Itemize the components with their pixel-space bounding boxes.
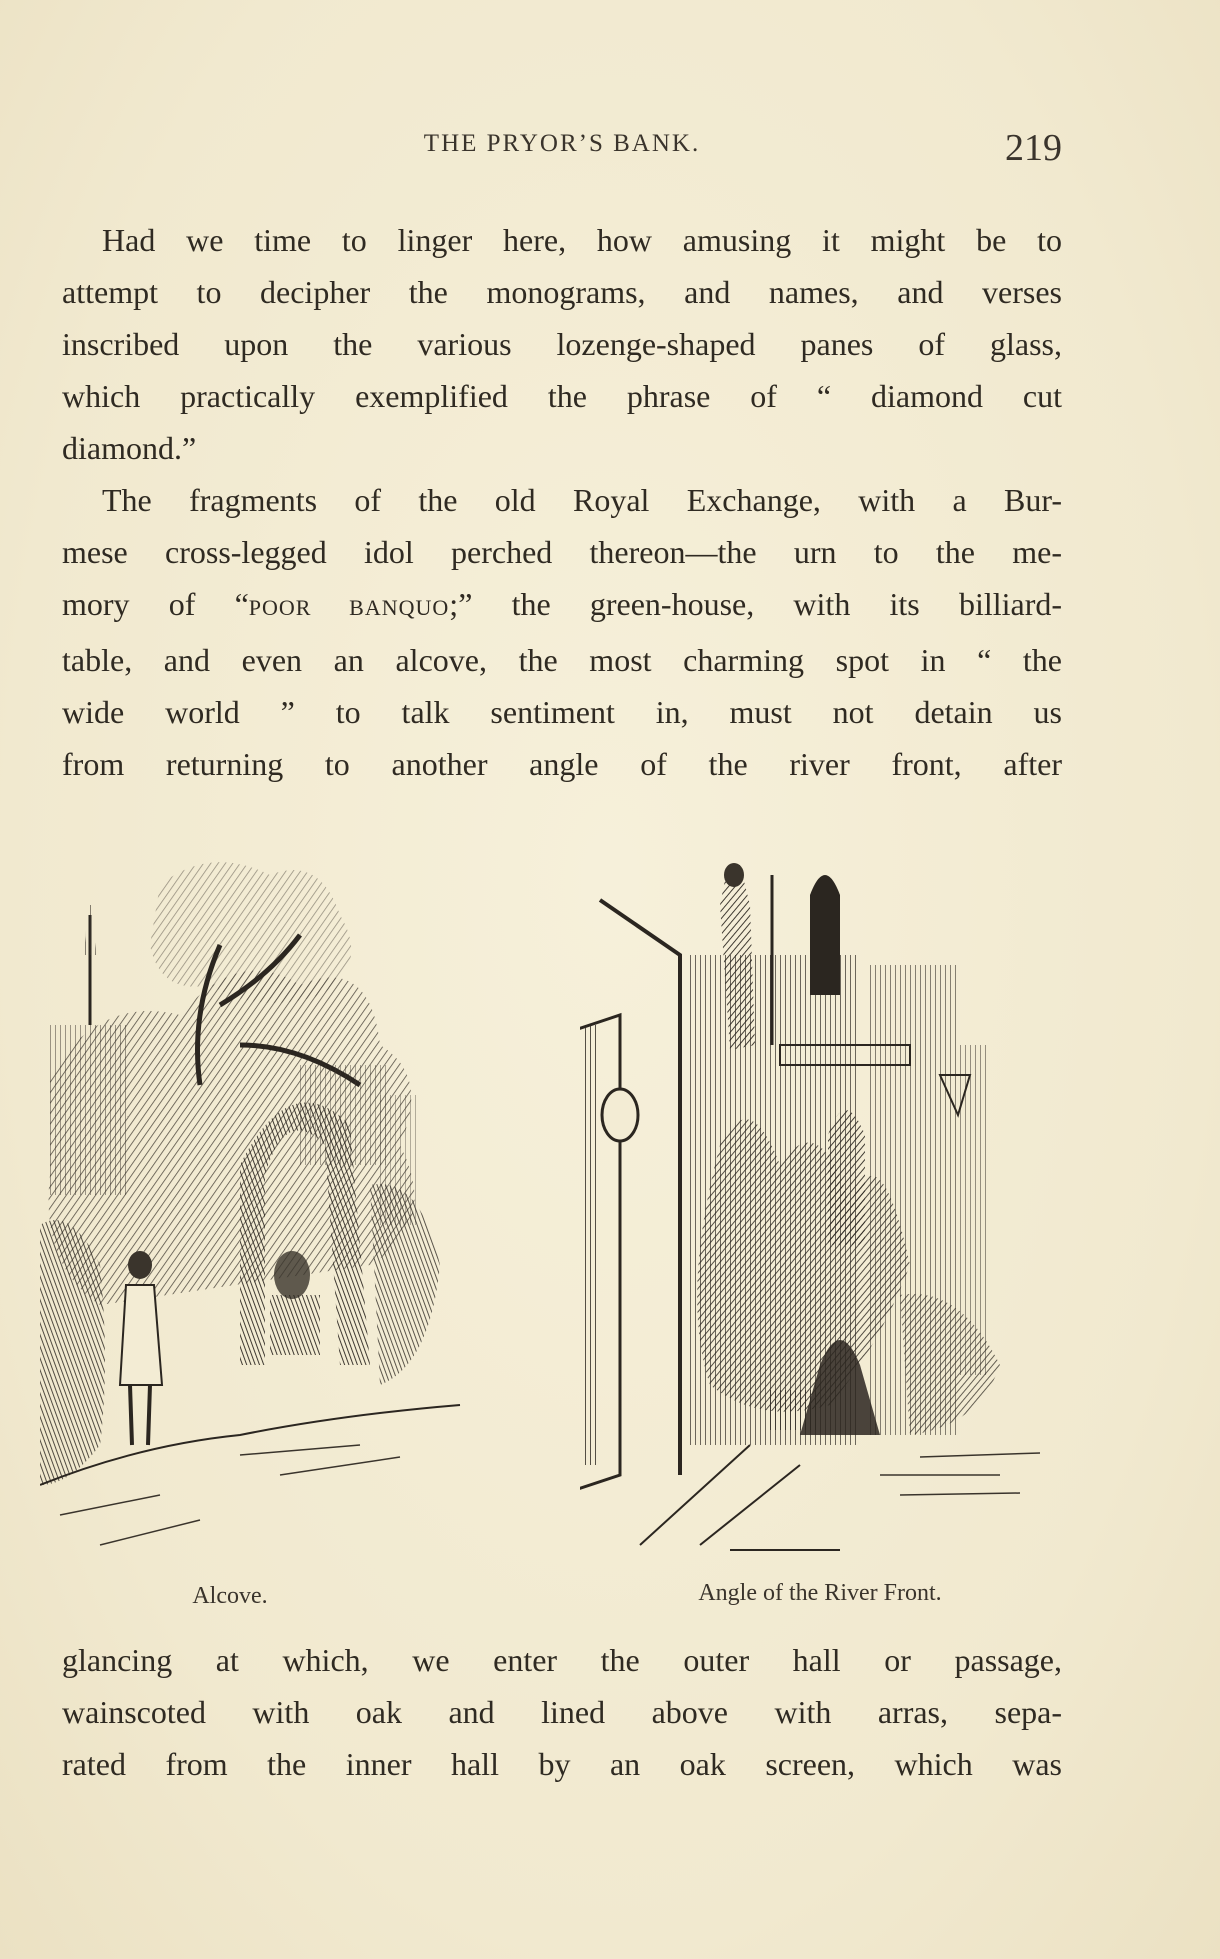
text-line: table, and even an alcove, the most charming spot in “ the [62, 642, 1062, 678]
river-front-illustration [580, 845, 1060, 1565]
text-line: wainscoted with oak and lined above with arras, sepa- [62, 1694, 1062, 1730]
page-number: 219 [1005, 127, 1062, 169]
paragraph-1 [62, 214, 1062, 474]
text-line: Had we time to linger here, how amusing it might be to [102, 222, 1062, 258]
paragraph-2 [62, 474, 1062, 790]
illustrations [40, 845, 1120, 1609]
text-line [62, 578, 1062, 634]
text-fragment: ;” the green-house, with its billiard- [449, 586, 1063, 622]
text-line: diamond.” [62, 430, 197, 466]
text-line: rated from the inner hall by an oak screen, which was [62, 1746, 1062, 1782]
alcove-engraving [40, 845, 530, 1609]
small-caps-name: POOR BANQUO [248, 595, 450, 620]
text-line: The fragments of the old Royal Exchange, with a Bur- [102, 482, 1062, 518]
running-title: THE PRYOR’S BANK. [423, 130, 701, 157]
text-fragment: mory of “ [62, 586, 249, 622]
text-line: attempt to decipher the monograms, and names, and verses [62, 274, 1062, 310]
alcove-caption: Alcove. [192, 1583, 268, 1609]
river-front-engraving [580, 845, 1060, 1606]
text-line: mese cross-legged idol perched thereon—the urn to the me- [62, 534, 1062, 570]
river-front-caption: Angle of the River Front. [698, 1580, 942, 1606]
text-line: which practically exemplified the phrase of “ diamond cut [62, 378, 1062, 414]
text-line: wide world ” to talk sentiment in, must not detain us [62, 694, 1062, 730]
paragraph-3 [62, 1634, 1062, 1790]
alcove-illustration [40, 845, 530, 1565]
text-line: glancing at which, we enter the outer hall or passage, [62, 1642, 1062, 1678]
text-line: inscribed upon the various lozenge-shaped panes of glass, [62, 326, 1062, 362]
text-line: from returning to another angle of the river front, after [62, 746, 1062, 782]
page-header [62, 126, 1062, 170]
